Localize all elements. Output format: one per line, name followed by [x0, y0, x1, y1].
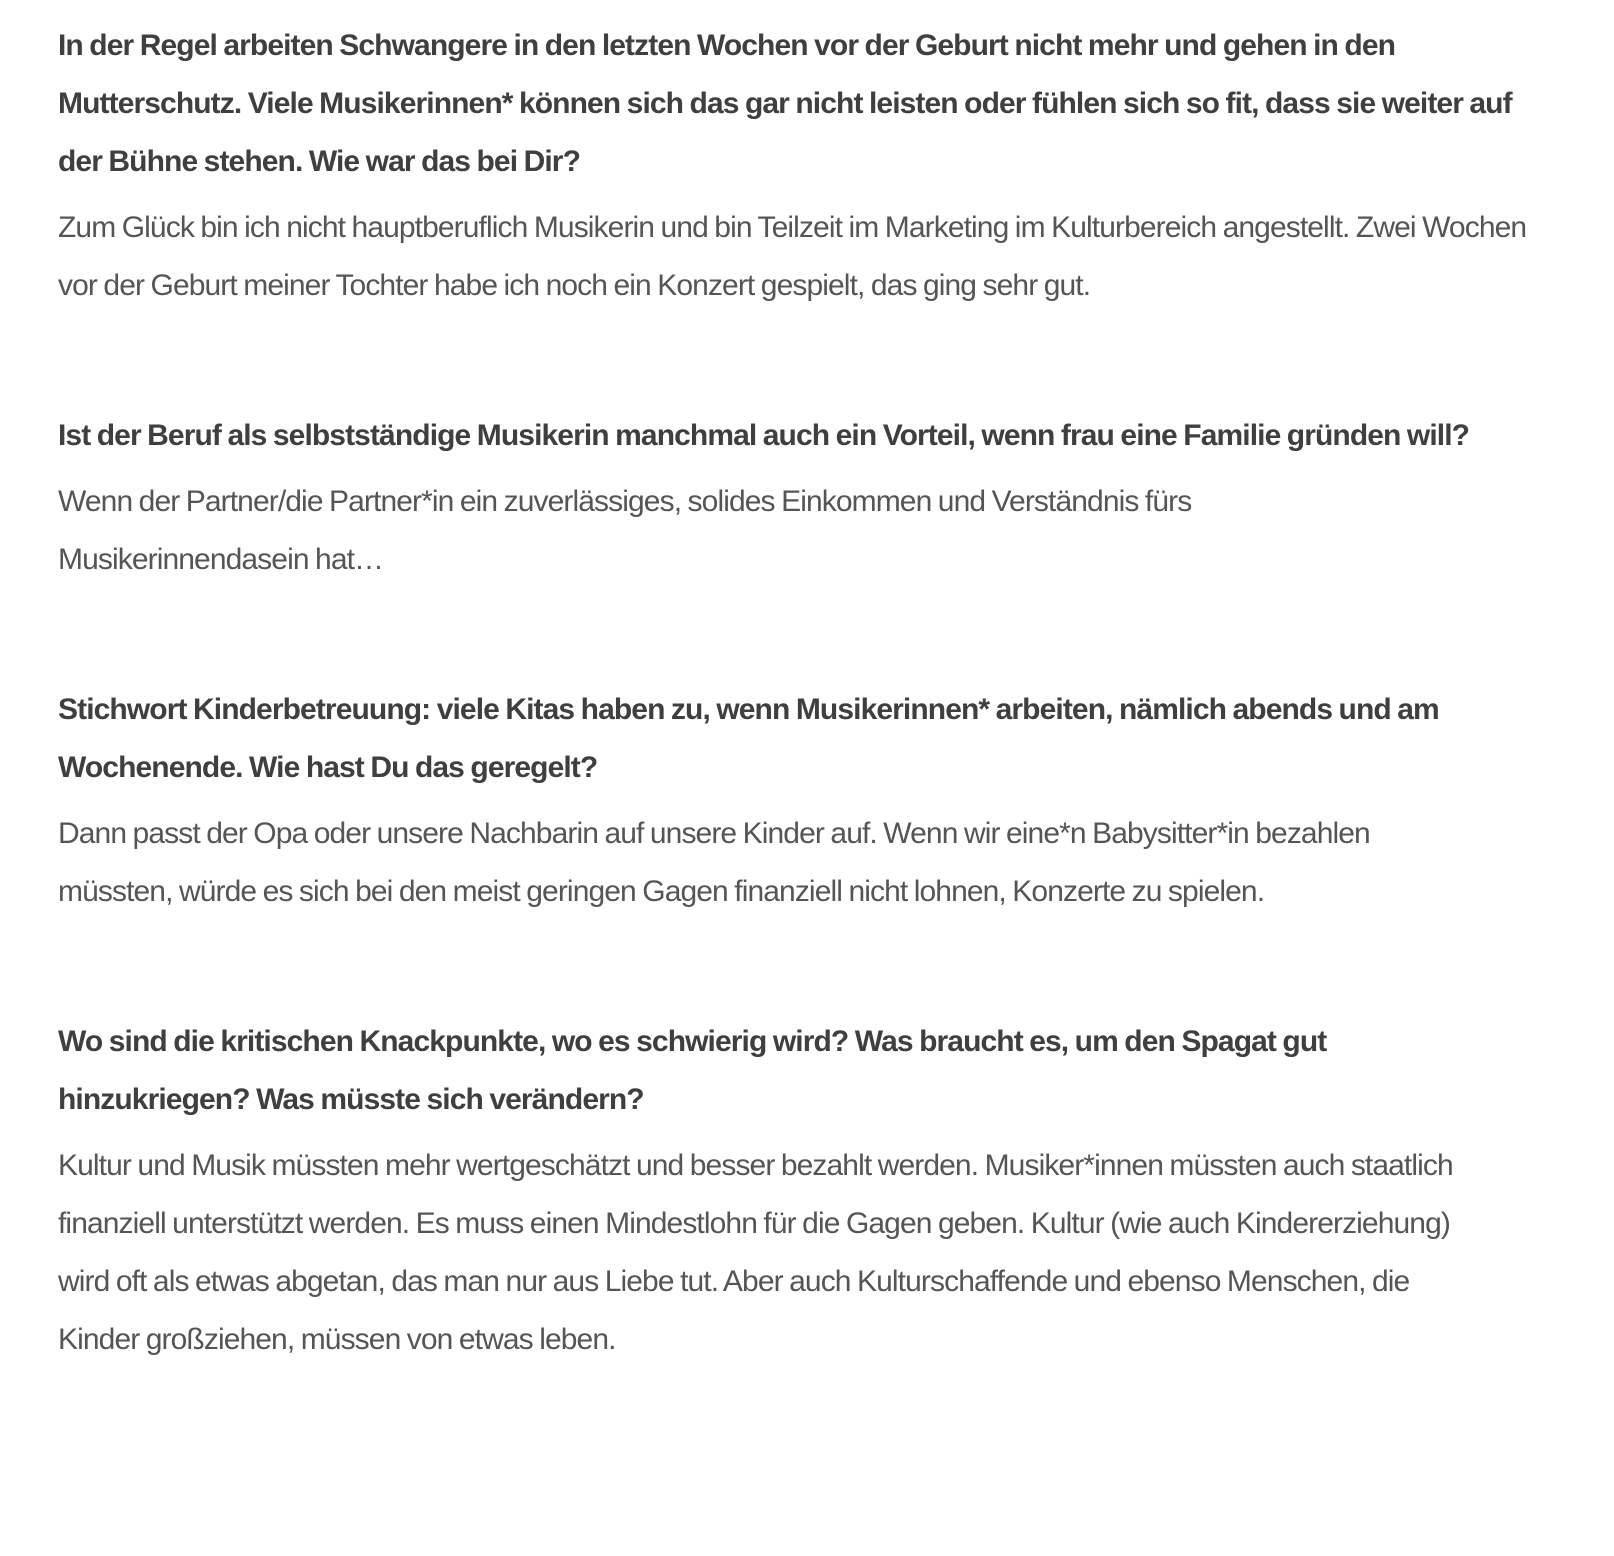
interview-question: In der Regel arbeiten Schwangere in den letzten Wochen vor der Geburt nicht mehr und gehen in den Mutterschutz. Viele Musikerinnen* können sich das gar nicht leisten oder fühlen sich so fit, dass sie weiter auf der Bühne stehen. Wie war das bei Dir?: [58, 29, 1512, 178]
qa-block-knackpunkte: [58, 1013, 1548, 1369]
interview-question: Wo sind die kritischen Knackpunkte, wo es schwierig wird? Was braucht es, um den Spagat gut hinzukriegen? Was müsste sich verändern?: [58, 1025, 1327, 1116]
interview-question: Stichwort Kinderbetreuung: viele Kitas haben zu, wenn Musikerinnen* arbeiten, nämlich abends und am Wochenende. Wie hast Du das geregelt?: [58, 693, 1439, 784]
qa-block-mutterschutz: [58, 17, 1548, 315]
interview-answer: Zum Glück bin ich nicht hauptberuflich Musikerin und bin Teilzeit im Marketing im Kulturbereich angestellt. Zwei Wochen vor der Geburt meiner Tochter habe ich noch ein Konzert gespielt, das ging sehr gut.: [58, 211, 1527, 302]
interview-article: [58, 17, 1548, 1369]
interview-answer: Kultur und Musik müssten mehr wertgeschätzt und besser bezahlt werden. Musiker*innen müssten auch staatlich finanziell unterstützt werden. Es muss einen Mindestlohn für die Gagen geben. Kultur (wie auch Kindererziehung) wird oft als etwas abgetan, das man nur aus Liebe tut. Aber auch Kulturschaffende und ebenso Menschen, die Kinder großziehen, müssen von etwas leben.: [58, 1149, 1453, 1356]
interview-answer: Wenn der Partner/die Partner*in ein zuverlässiges, solides Einkommen und Verständnis fürs Musikerinnendasein hat…: [58, 485, 1192, 576]
qa-block-selbststaendigkeit: [58, 407, 1548, 589]
qa-block-kinderbetreuung: [58, 681, 1548, 921]
interview-question: Ist der Beruf als selbstständige Musikerin manchmal auch ein Vorteil, wenn frau eine Familie gründen will?: [58, 419, 1470, 452]
interview-answer: Dann passt der Opa oder unsere Nachbarin auf unsere Kinder auf. Wenn wir eine*n Babysitter*in bezahlen müssten, würde es sich bei den meist geringen Gagen finanziell nicht lohnen, Konzerte zu spielen.: [58, 817, 1370, 908]
